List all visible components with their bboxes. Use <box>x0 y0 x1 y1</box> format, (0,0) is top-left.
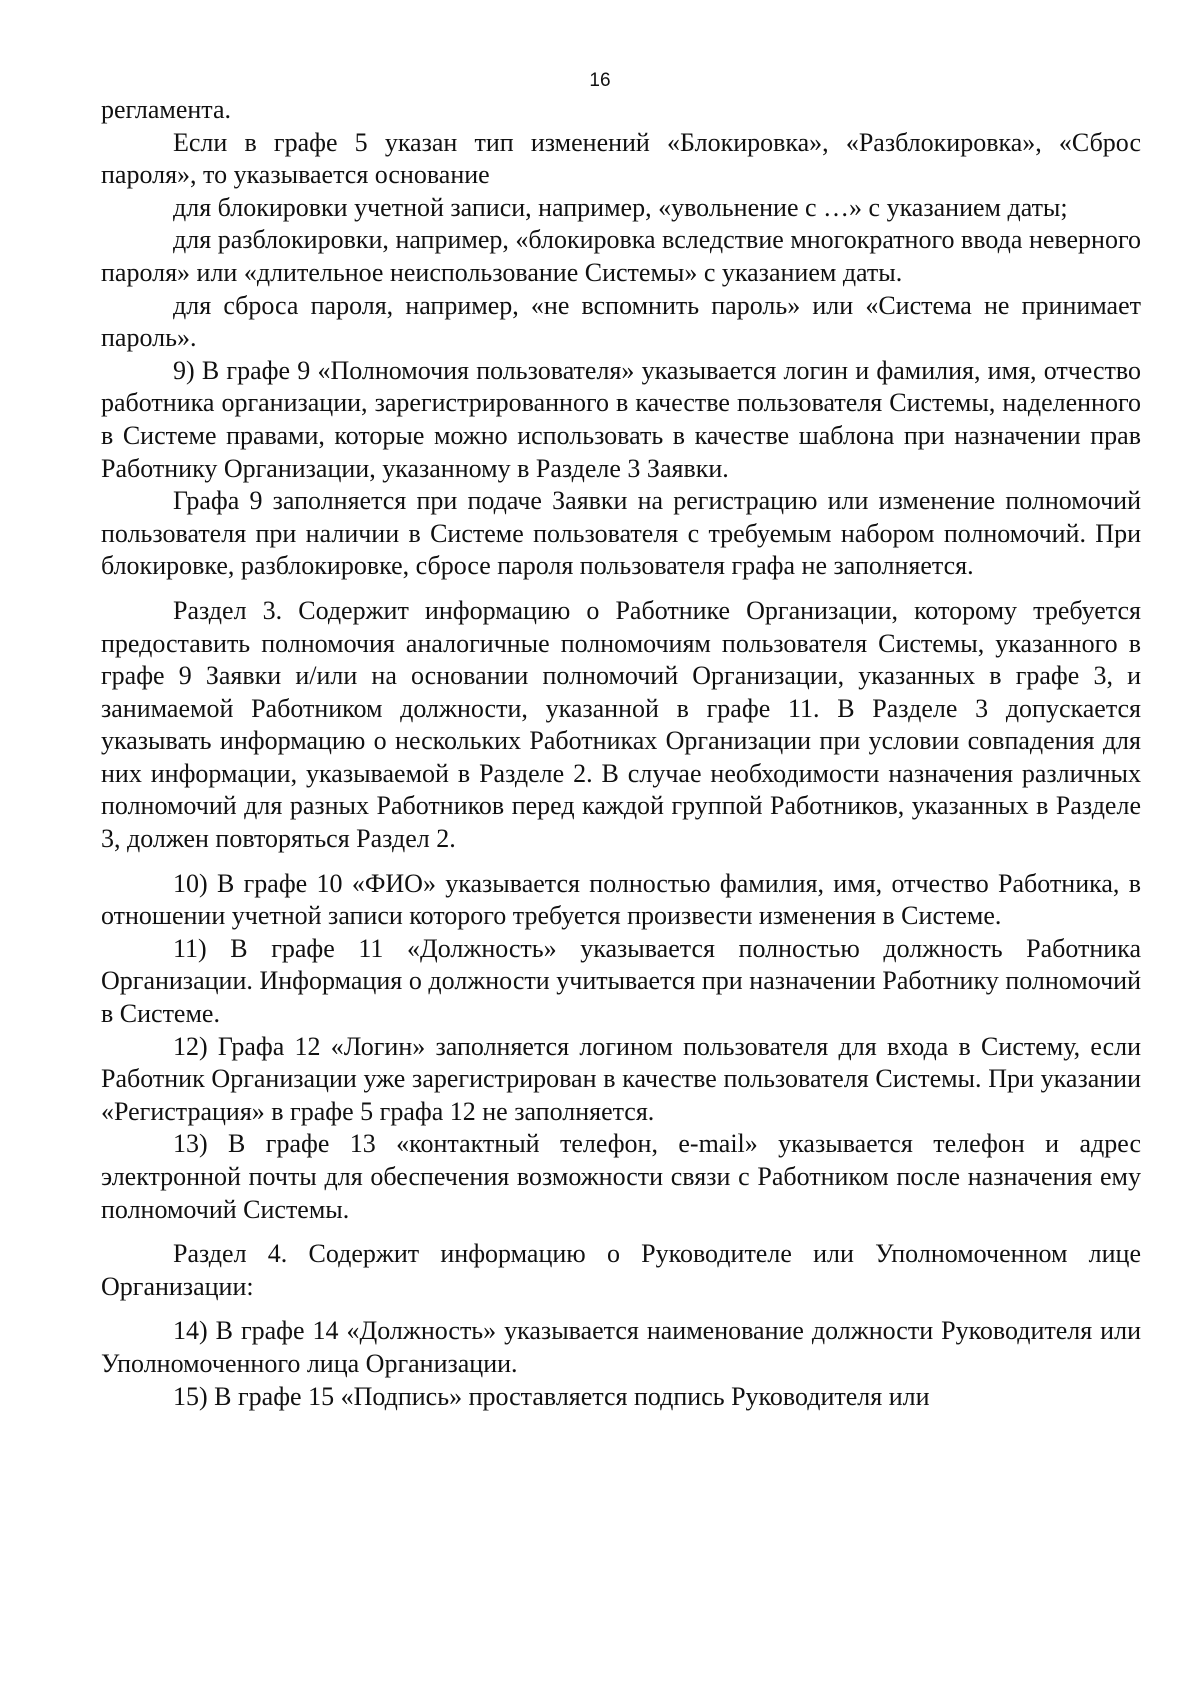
paragraph: 11) В графе 11 «Должность» указывается полностью должность Работника Организации. Информация о должности учитывается при назначении Работнику полномочий в Системе. <box>101 933 1141 1029</box>
paragraph: 14) В графе 14 «Должность» указывается наименование должности Руководителя или Уполномоченного лица Организации. <box>101 1316 1141 1378</box>
paragraph: Если в графе 5 указан тип изменений «Блокировка», «Разблокировка», «Сброс пароля», то указывается основание <box>101 127 1141 190</box>
paragraph: 9) В графе 9 «Полномочия пользователя» указывается логин и фамилия, имя, отчество работника организации, зарегистрированного в качестве пользователя Системы, наделенного в Системе правами, которые можно использовать в качестве шаблона при назначении прав Работнику Организации, указанному в Разделе 3 Заявки. <box>101 355 1141 483</box>
paragraph: Графа 9 заполняется при подаче Заявки на регистрацию или изменение полномочий пользователя при наличии в Системе пользователя с требуемым набором полномочий. При блокировке, разблокировке, сбросе пароля пользователя графа не заполняется. <box>101 486 1141 581</box>
paragraph: 13) В графе 13 «контактный телефон, e-mail» указывается телефон и адрес электронной почты для обеспечения возможности связи с Работником после назначения ему полномочий Системы. <box>101 1129 1141 1224</box>
section-paragraph: Раздел 4. Содержит информацию о Руководителе или Уполномоченном лице Организации: <box>101 1239 1141 1301</box>
page-number: 16 <box>589 70 611 91</box>
paragraph: 15) В графе 15 «Подпись» проставляется подпись Руководителя или <box>173 1381 930 1411</box>
paragraph: регламента. <box>101 95 232 124</box>
section-paragraph: Раздел 3. Содержит информацию о Работнике Организации, которому требуется предоставить полномочия аналогичные полномочиям пользователя Системы, указанного в графе 9 Заявки и/или на основании полномочий Организации, указанных в графе 3, и занимаемой Работником должности, указанной в графе 11. В Разделе 3 допускается указывать информацию о нескольких Работниках Организации при условии совпадения для них информации, указываемой в Разделе 2. В случае необходимости назначения различных полномочий для разных Работников перед каждой группой Работников, указанных в Разделе 3, должен повторяться Раздел 2. <box>101 595 1141 854</box>
paragraph: для блокировки учетной записи, например, «увольнение с …» с указанием даты; <box>173 192 1068 222</box>
paragraph: для разблокировки, например, «блокировка вследствие многократного ввода неверного пароля» или «длительное неиспользование Системы» с указанием даты. <box>101 225 1141 287</box>
document-body <box>101 94 1141 1413</box>
paragraph: 10) В графе 10 «ФИО» указывается полностью фамилия, имя, отчество Работника, в отношении учетной записи которого требуется произвести изменения в Системе. <box>101 868 1141 931</box>
paragraph: 12) Графа 12 «Логин» заполняется логином пользователя для входа в Систему, если Работник Организации уже зарегистрирован в качестве пользователя Системы. При указании «Регистрация» в графе 5 графа 12 не заполняется. <box>101 1031 1141 1126</box>
paragraph: для сброса пароля, например, «не вспомнить пароль» или «Система не принимает пароль». <box>101 290 1141 353</box>
